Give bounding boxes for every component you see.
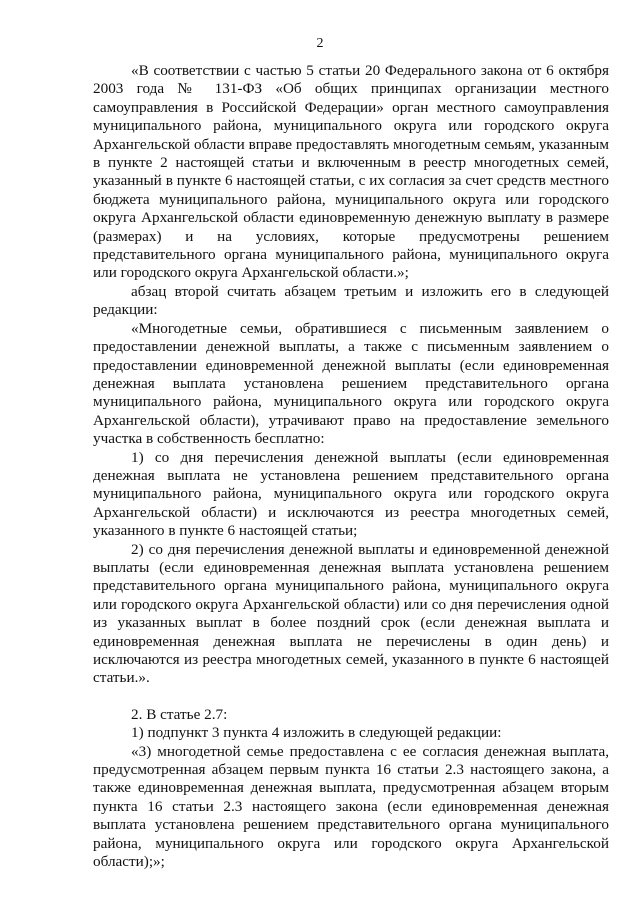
paragraph-item-1: 1) со дня перечисления денежной выплаты (если единовременная денежная выплата не установлена решением представительного органа муниципального района, муниципального округа или городского округа Архангельской области) и исключаются из реестра многодетных семей, указанного в пункте 6 настоящей статьи;	[93, 448, 609, 540]
paragraph-instruction-second-abzac: абзац второй считать абзацем третьим и изложить его в следующей редакции:	[93, 282, 609, 319]
paragraph-large-families-lose-right: «Многодетные семьи, обратившиеся с письменным заявлением о предоставлении денежной выплаты, а также с письменным заявлением о предоставлении единовременной денежной выплаты (если единовременная денежная выплата установлена решением представительного органа муниципального района, муниципального округа или городского округа Архангельской области), утрачивают право на предоставление земельного участка в собственность бесплатно:	[93, 319, 609, 448]
paragraph-subclause-3-instruction: 1) подпункт 3 пункта 4 изложить в следующей редакции:	[131, 724, 502, 742]
paragraph-clause-5-replacement: «В соответствии с частью 5 статьи 20 Федерального закона от 6 октября 2003 года № 131-ФЗ «Об общих принципах организации местного самоуправления в Российской Федерации» орган местного самоуправления муниципального района, муниципального округа или городского округа Архангельской области вправе предоставлять многодетным семьям, указанным в пункте 2 настоящей статьи и включенным в реестр многодетных семей, указанный в пункте 6 настоящей статьи, с их согласия за счет средств местного бюджета муниципального района, муниципального округа или городского округа Архангельской области единовременную денежную выплату в размере (размерах) и на условиях, которые предусмотрены решением представительного органа муниципального района, муниципального округа или городского округа Архангельской области.»;	[93, 62, 609, 282]
paragraph-item-2: 2) со дня перечисления денежной выплаты и единовременной денежной выплаты (если единовременная денежная выплата установлена решением представительного органа муниципального района, муниципального округа или городского округа Архангельской области) или со дня перечисления одной из указанных выплат в более поздний срок (если денежная выплата и единовременная денежная выплата не перечислены в один день) и исключаются из реестра многодетных семей, указанного в пункте 6 настоящей статьи.».	[93, 540, 609, 687]
document-body	[93, 62, 609, 871]
paragraph-article-2-7-heading: 2. В статье 2.7:	[131, 705, 228, 723]
page-number: 2	[316, 36, 324, 51]
paragraph-subclause-3-text: «3) многодетной семье предоставлена с ее согласия денежная выплата, предусмотренная абзацем первым пункта 16 статьи 2.3 настоящего закона, а также единовременная денежная выплата, предусмотренная абзацем вторым пункта 16 статьи 2.3 настоящего закона (если единовременная денежная выплата установлена решением представительного органа муниципального района, муниципального округа или городского округа Архангельской области);»;	[93, 742, 609, 871]
